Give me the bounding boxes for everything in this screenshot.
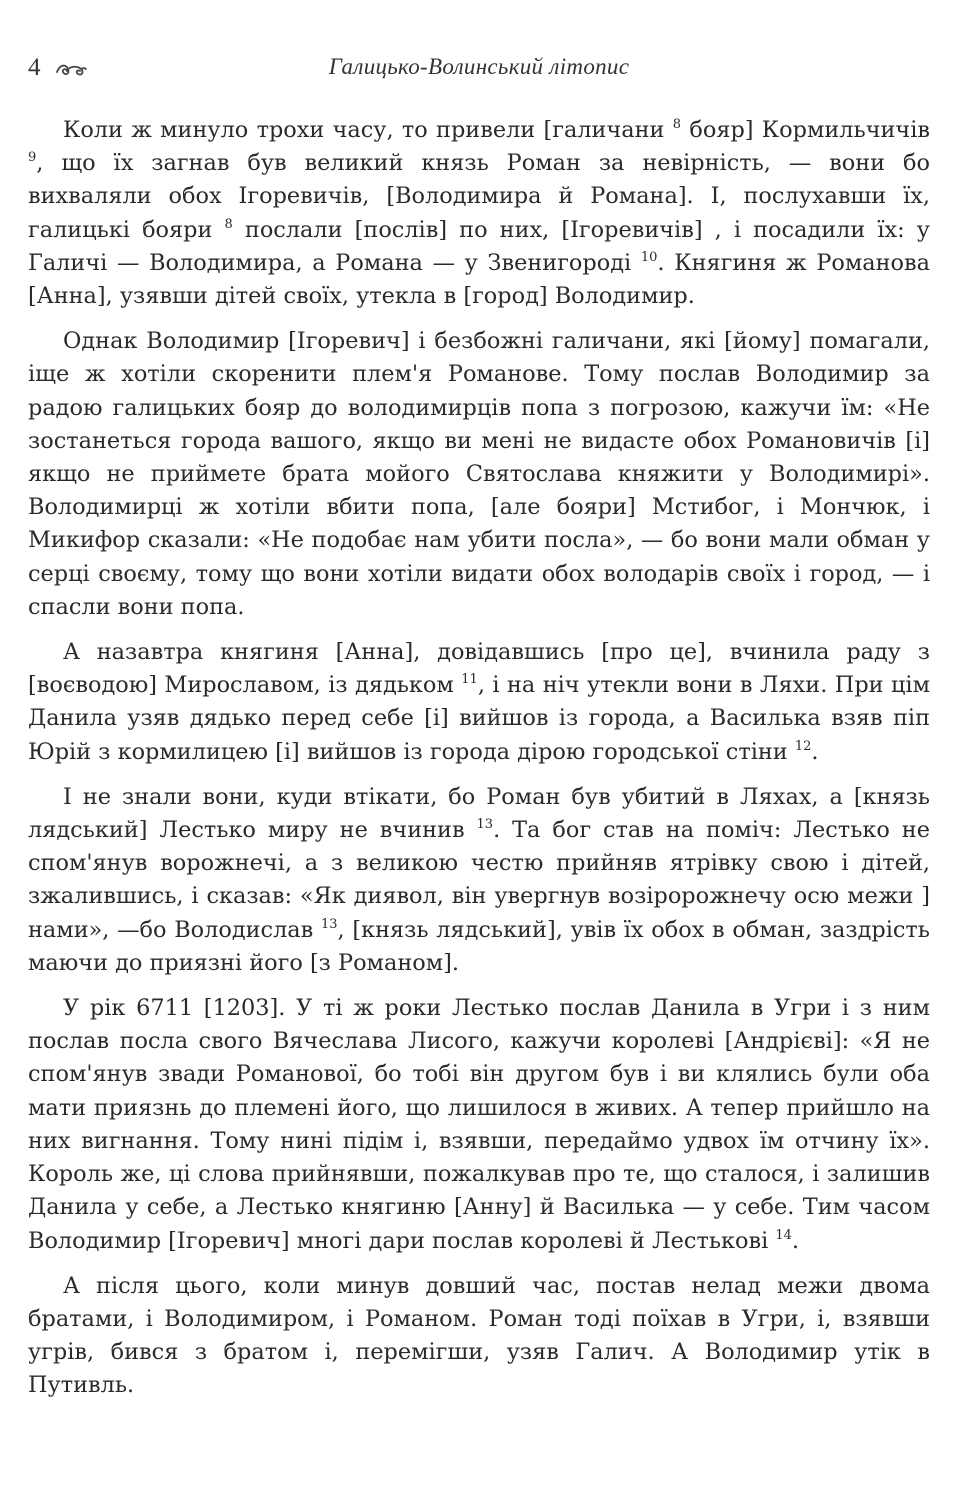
paragraph-text: А назавтра княгиня [Анна], довідавшись [про це], вчинила раду з [воєводою] Мирославом, із дядьком (28, 639, 930, 699)
paragraph (28, 114, 930, 313)
footnote-marker: 13 (476, 817, 494, 833)
paragraph-text: Коли ж минуло трохи часу, то привели [галичани (63, 117, 673, 143)
paragraph-text: У рік 6711 [1203]. У ті ж роки Лестько послав Данила в Угри і з ним послав посла свого Вячеслава Лисого, кажучи королеві [Андрієві]: «Я не спом'янув звади Романової, бо тобі він другом був і ви клялись були оба мати приязнь до племені його, що лишилося в живих. А тепер прийшло на них вигнання. Тому нині підім і, взявши, передаймо удвох їм отчину їх». Король же, ці слова прийнявши, пожалкував про те, що сталося, і залишив Данила у себе, а Лестько княгиню [Анну] й Василька — у себе. Тим часом Володимир [Ігоревич] многі дари послав королеві й Лестькові (28, 995, 930, 1254)
running-title: Галицько-Волинський літопис (328, 54, 630, 79)
footnote-marker: 9 (28, 150, 37, 166)
paragraph-text: . Княгиня ж Романова [Анна], узявши дітей своїх, утекла в [город] Володимир. (28, 249, 930, 310)
book-page (28, 50, 930, 1415)
paragraph (28, 636, 930, 769)
paragraph (28, 781, 930, 980)
paragraph-text: Однак Володимир [Ігоревич] і безбожні галичани, які [йому] помагали, іще ж хотіли скоренити плем'я Романове. Тому послав Володимир за радою галицьких бояр до володимирців попа з погрозою, кажучи їм: «Не зостанеться города вашого, якщо ви мені не видасте обох Романовичів [і] якщо не приймете брата мойого Святослава княжити у Володимирі». Володимирці ж хотіли вбити попа, [але бояри] Мстибог, і Мончюк, і Микифор сказали: «Не подобає нам убити посла», — бо вони мали обман у серці своєму, тому що вони хотіли видати обох володарів своїх і город, — і спасли вони попа. (28, 328, 930, 620)
paragraph-text: . Та бог став на поміч: Лестько не спом'янув ворожнечі, а з великою честю прийняв ятрівку свою і дітей, зжалившись, і сказав: «Як диявол, він увергнув возіророжнечу осю межи ] нами», —бо Володислав (28, 817, 930, 943)
footnote-marker: 13 (320, 916, 338, 932)
body-text (28, 114, 930, 1403)
page-number: 4 (28, 54, 41, 81)
paragraph (28, 1270, 930, 1403)
paragraph-text: , що їх загнав був великий князь Роман за невірність, — вони бо вихваляли обох Ігоревичів, [Володимира й Романа]. І, послухавши їх, галицькі бояри (28, 150, 930, 243)
paragraph-text: бояр] Кормильчичів (681, 117, 930, 143)
paragraph (28, 992, 930, 1258)
footnote-marker: 11 (461, 672, 478, 688)
footnote-marker: 14 (775, 1227, 792, 1243)
paragraph-text: . (811, 738, 819, 765)
paragraph-text: І не знали вони, куди втікати, бо Роман був убитий в Ляхах, а [князь лядський] Лестько миру не вчинив (28, 783, 930, 844)
footnote-marker: 8 (224, 216, 233, 232)
footnote-marker: 12 (794, 738, 812, 754)
paragraph-text: послали [послів] по них, [Ігоревичів] , і посадили їх: у Галичі — Володимира, а Романа — у Звенигороді (28, 216, 930, 276)
page-header (28, 50, 930, 90)
paragraph-text: . (791, 1227, 800, 1254)
paragraph-text: , [князь лядський], увів їх обох в обман, заздрість маючи до приязні його [з Романом]. (28, 916, 931, 976)
footnote-marker: 8 (672, 117, 682, 132)
footnote-marker: 10 (640, 249, 658, 265)
paragraph-text: А після цього, коли минув довший час, постав нелад межи двома братами, і Володимиром, і Романом. Роман тоді поїхав в Угри, і, взявши угрів, бився з братом і, перемігши, узяв Галич. А Володимир утік в Путивль. (28, 1272, 930, 1399)
paragraph-text: , і на ніч утекли вони в Ляхи. При цім Данила узяв дядько перед себе [і] вийшов із города, а Василька взяв піп Юрій з кормилицею [і] вийшов із города дірою городської стіни (28, 672, 930, 765)
paragraph (28, 325, 930, 624)
